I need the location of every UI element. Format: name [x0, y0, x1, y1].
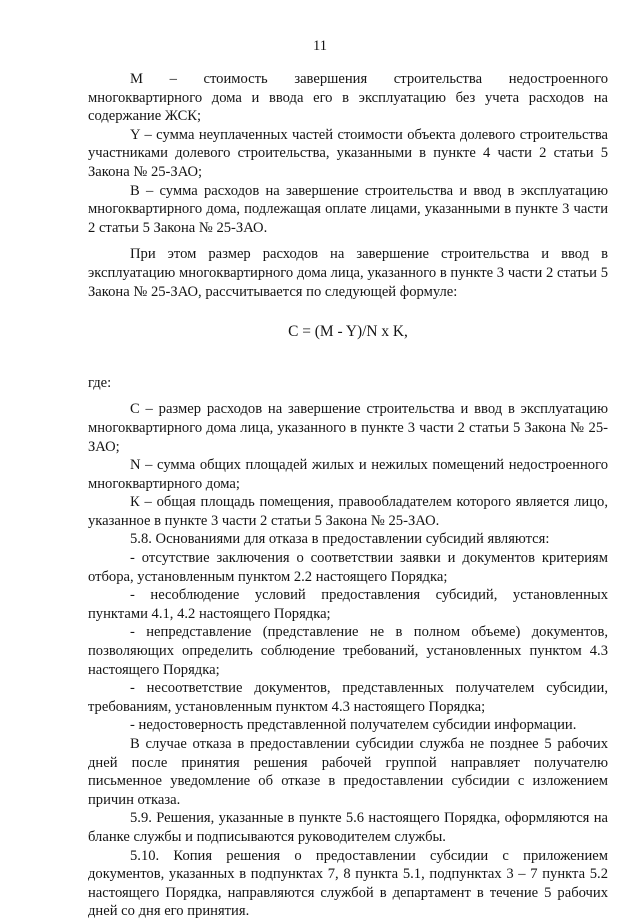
paragraph-formula-intro: При этом размер расходов на завершение строительства и ввод в эксплуатацию многоквартирного дома лица, указанного в пункте 3 части 2 статьи 5 Закона № 25-ЗАО, рассчитывается по следующей формуле: — [88, 246, 608, 300]
document-body — [88, 70, 608, 921]
list-item-noncompliance: - несоблюдение условий предоставления субсидий, установленных пунктами 4.1, 4.2 настоящего Порядка; — [88, 587, 608, 622]
list-item-no-conclusion: - отсутствие заключения о соответствии заявки и документов критериям отбора, установленным пунктом 2.2 настоящего Порядка; — [88, 550, 608, 585]
paragraph-m-definition: М – стоимость завершения строительства недостроенного многоквартирного дома и ввода его в эксплуатацию без учета расходов на содержание ЖСК; — [88, 71, 608, 125]
formula: C = (M - Y)/N x K, — [288, 323, 408, 341]
list-item-false-information: - недостоверность представленной получателем субсидии информации. — [130, 717, 577, 734]
paragraph-k-definition: К – общая площадь помещения, правообладателем которого является лицо, указанное в пункте 3 части 2 статьи 5 Закона № 25-ЗАО. — [88, 494, 608, 529]
paragraph-refusal-notice: В случае отказа в предоставлении субсидии служба не позднее 5 рабочих дней после принятия решения рабочей группой направляет получателю письменное уведомление об отказе в предоставлении субсидии с изложением причин отказа. — [88, 736, 608, 808]
paragraph-n-definition: N – сумма общих площадей жилых и нежилых помещений недостроенного многоквартирного дома; — [88, 457, 608, 492]
paragraph-5-8: 5.8. Основаниями для отказа в предоставлении субсидий являются: — [130, 531, 550, 548]
paragraph-b-definition: В – сумма расходов на завершение строительства и ввод в эксплуатацию многоквартирного дома, подлежащая оплате лицами, указанными в пункте 3 части 2 статьи 5 Закона № 25-ЗАО. — [88, 182, 608, 236]
paragraph-5-9: 5.9. Решения, указанные в пункте 5.6 настоящего Порядка, оформляются на бланке службы и подписываются руководителем службы. — [88, 810, 608, 845]
paragraph-c-definition: С – размер расходов на завершение строительства и ввод в эксплуатацию многоквартирного дома лица, указанного в пункте 3 части 2 статьи 5 Закона № 25-ЗАО; — [88, 401, 608, 455]
paragraph-y-definition: Y – сумма неуплаченных частей стоимости объекта долевого строительства участниками долевого строительства, указанными в пункте 4 части 2 статьи 5 Закона № 25-ЗАО; — [88, 126, 608, 180]
list-item-nonconformity: - несоответствие документов, представленных получателем субсидии, требованиям, установленным пунктом 4.3 настоящего Порядка; — [88, 680, 608, 715]
list-item-nonsubmission: - непредставление (представление не в полном объеме) документов, позволяющих определить соблюдение требований, установленных пунктом 4.3 настоящего Порядка; — [88, 624, 608, 678]
paragraph-5-10: 5.10. Копия решения о предоставлении субсидии с приложением документов, указанных в подпунктах 7, 8 пункта 5.1, подпунктах 3 – 7 пункта 5.2 настоящего Порядка, направляются службой в департамент в течение 5 рабочих дней со дня его принятия. — [88, 847, 608, 920]
where-label: где: — [88, 374, 112, 391]
page-number: 11 — [313, 38, 327, 54]
